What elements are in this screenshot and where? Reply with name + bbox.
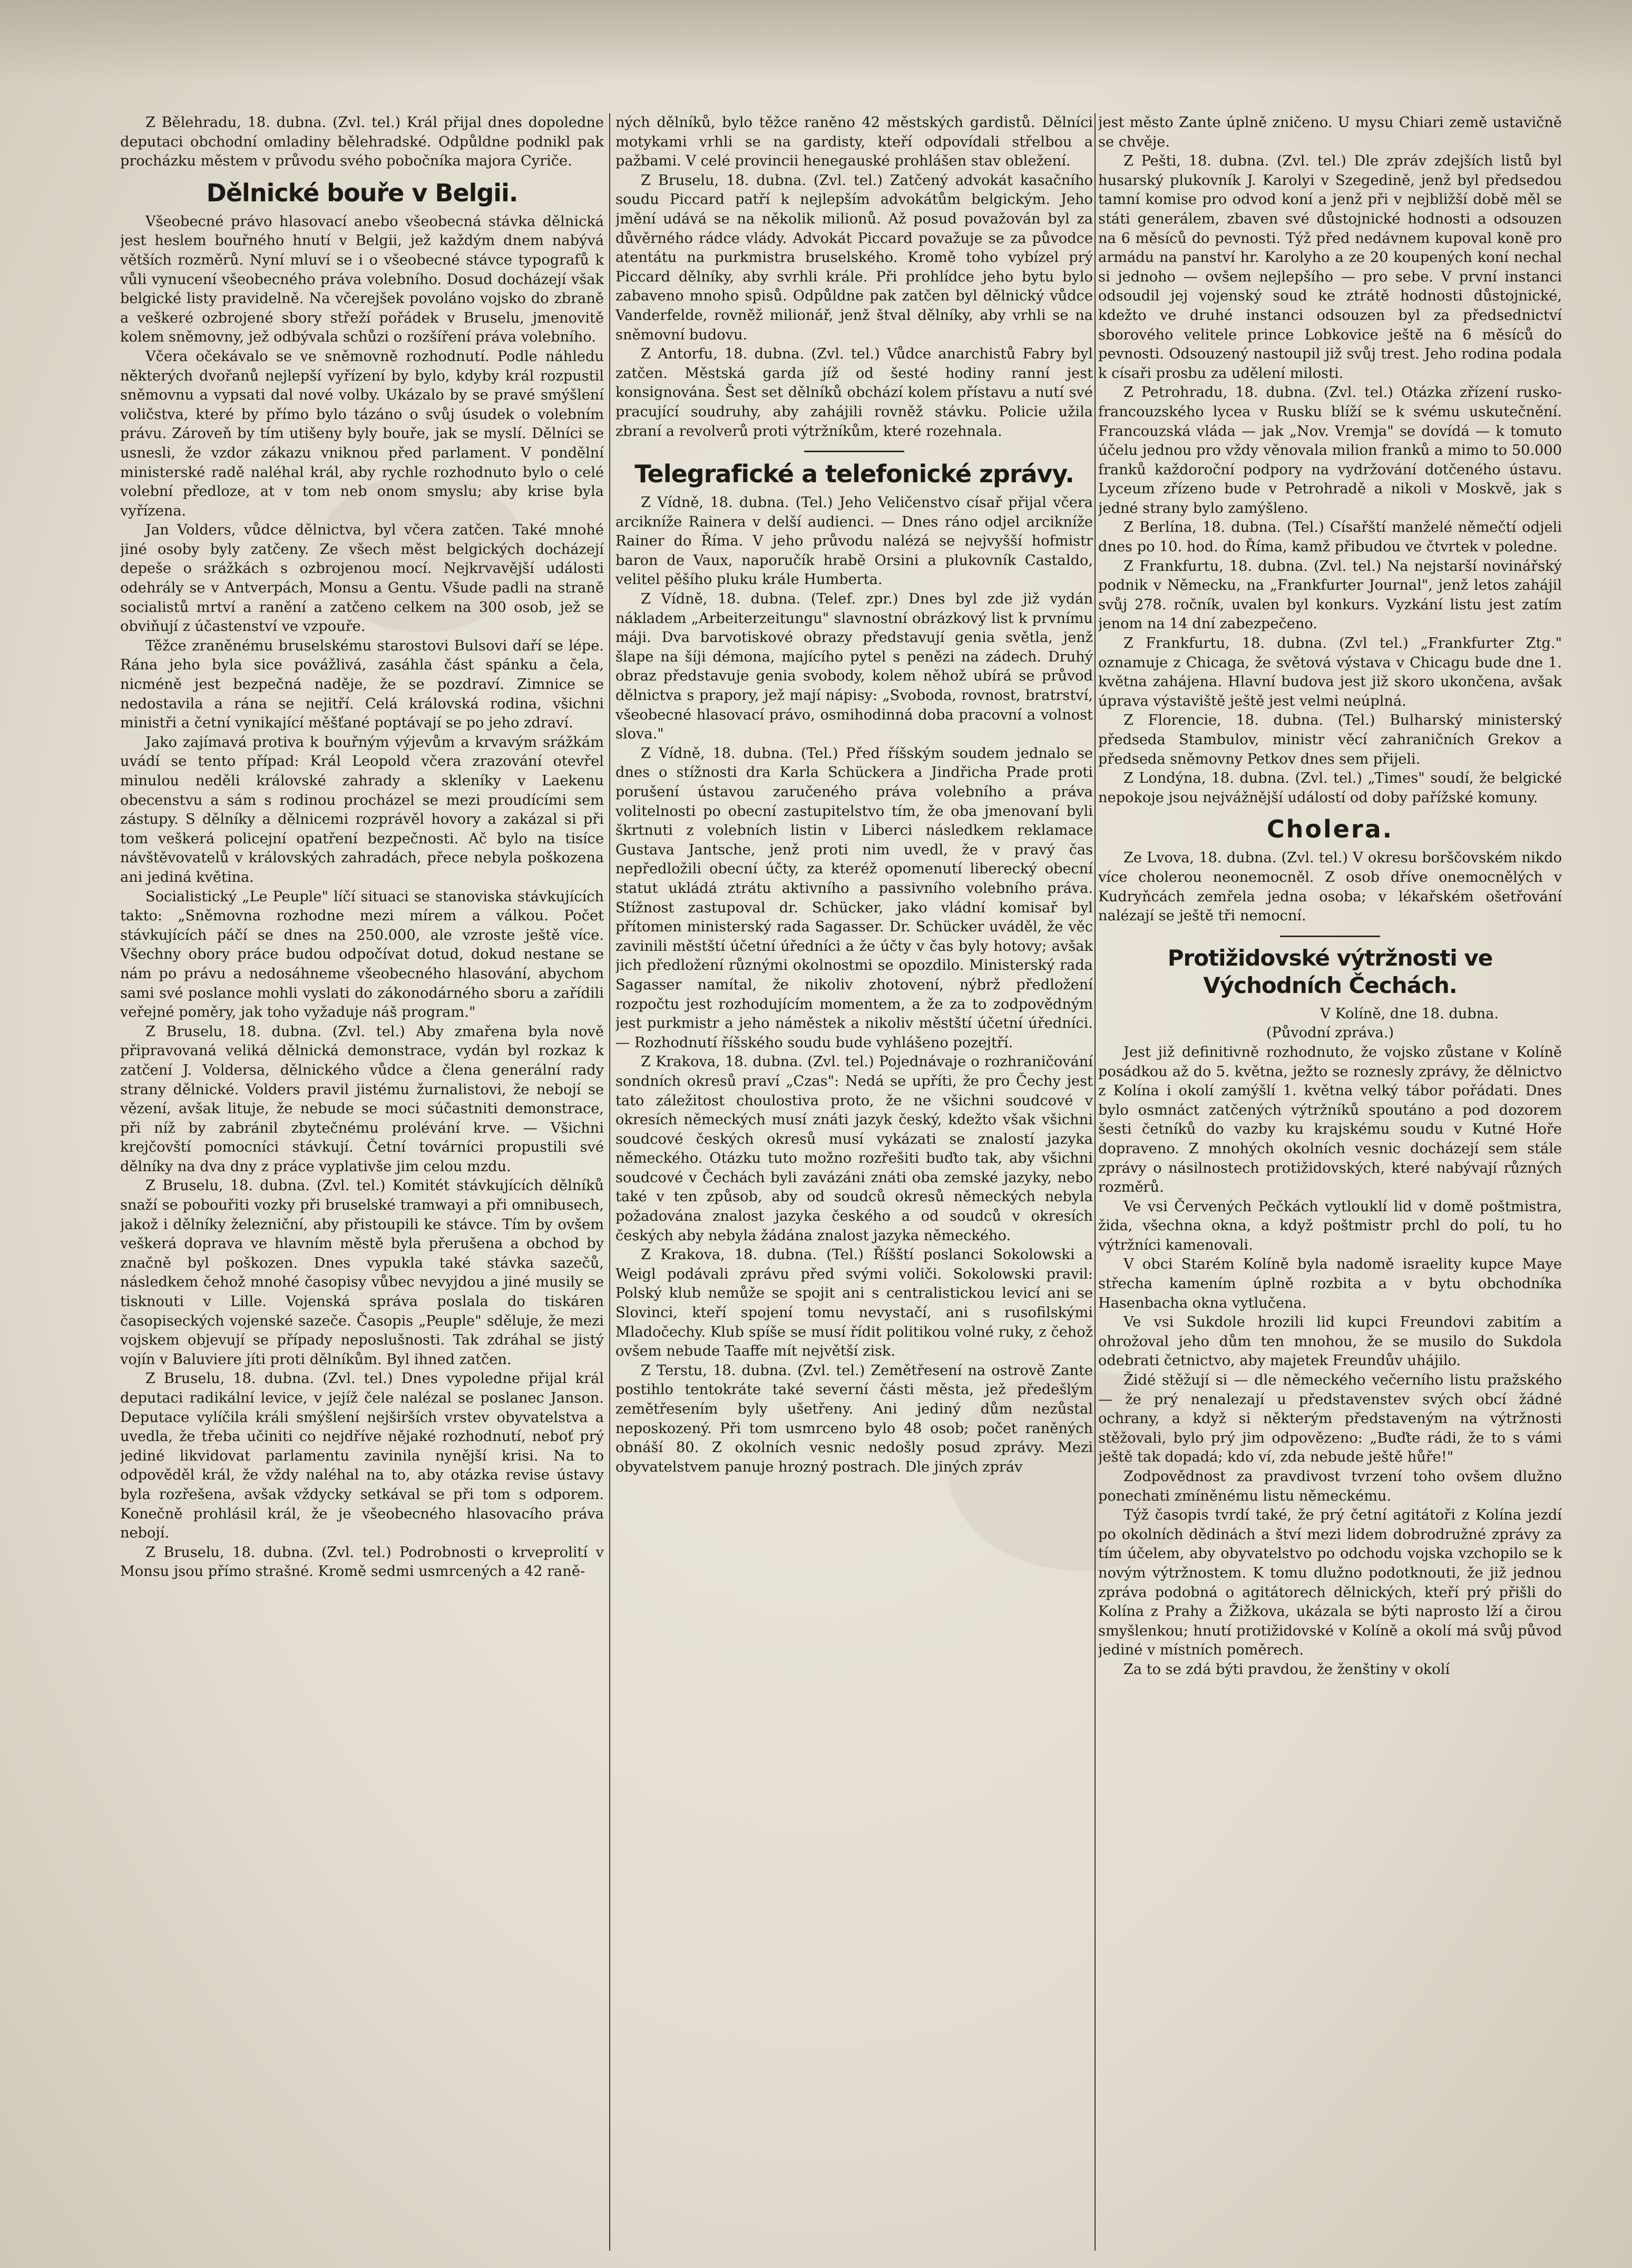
paragraph: Z Bruselu, 18. dubna. (Zvl. tel.) Komitét stávkujících dělníků snaží se pobouřiti vozky při bruselské tramwayi a při omnibusech, jakož i dělníky železniční, aby přistoupili ke stávce. Tím by ovšem veškerá doprava ve hlavním městě byla přerušena a obchod by značně byl poškozen. Dnes vypukla také stávka sazečů, následkem čehož mnohé časopisy vůbec nevyjdou a jiné musily se tisknouti v Lille. Vojenská správa poslala do tiskáren časopiseckých vojenské sazeče. Časopis „Peuple" sděluje, že mezi vojskem objevují se případy neposlušnosti. Tak zdráhal se jistý vojín v Baluviere jíti proti dělníkům. Byl ihned zatčen. bbox=[120, 1177, 604, 1368]
paragraph: Ve vsi Červených Pečkách vytlouklí lid v domě poštmistra, žida, všechna okna, a když poštmistr prchl do polí, tu ho výtržníci kamenovali. bbox=[1098, 1198, 1562, 1253]
column-rule bbox=[1094, 113, 1096, 2251]
paragraph: Těžce zraněnému bruselskému starostovi Bulsovi daří se lépe. Rána jeho byla sice povážlivá, zasáhla část spánku a čela, nicméně jest bezpečná naděje, že se pozdraví. Zimnice se nedostavila a rána se nejitří. Celá královská rodina, všichni ministři a četní vynikající měšťané poptávají se po jeho zdraví. bbox=[120, 637, 604, 732]
top-edge-shadow bbox=[0, 0, 1632, 84]
column-middle bbox=[615, 113, 1093, 2253]
paragraph: Z Vídně, 18. dubna. (Tel.) Před říšským soudem jednalo se dnes o stížnosti dra Karla Schückera a Jindřicha Prade proti porušení ústavou zaručeného práva volebního a práva volitelnosti po obecní zastupitelstvo tím, že oba jmenovaní byli škrtnuti z volebních listin v Liberci následkem reklamace Gustava Jantsche, jenž proti nim uvedl, že v pravý čas nepředložili obecní účty, za kteréž opomenutí liberecký obecní statut ukládá ztrátu aktivního a passivního volebního práva. Stížnost zastupoval dr. Schücker, jako vládní komisař byl přítomen ministerský rada Sagasser. Dr. Schücker uváděl, že věc zavinili městští účetní úředníci a že účty v čas byly hotovy; avšak jich předložení různými okolnostmi se opozdilo. Ministerský rada Sagasser namítal, že nikoliv zhotovení, nýbrž předložení rozpočtu jest rozhodujícím momentem, a že za to zodpovědným jest purkmistr a jeho náměstek a nikoliv městští účetní úředníci. — Rozhodnutí říšského soudu bude vyhlášeno pozejtří. bbox=[615, 745, 1093, 1051]
paragraph: Ze Lvova, 18. dubna. (Zvl. tel.) V okresu borščovském nikdo více cholerou neonemocněl. Z osob dříve onemocnělých v Kudryňcách zemřela jedna osoba; v lékařském ošetřování nalézají se ještě tři nemocní. bbox=[1098, 850, 1562, 924]
paragraph: Týž časopis tvrdí také, že prý četní agitátoři z Kolína jezdí po okolních dědinách a štví mezi lidem dobrodružné zprávy za tím účelem, aby obyvatelstvo po odchodu vojska vzchopilo se k novým výtržnostem. K tomu dlužno podotknouti, že již jednou zpráva podobná o agitátorech dělnických, kteří prý přišli do Kolína z Prahy a Žižkova, ukázala se býti naprosto lží a čirou smyšlenkou; hnutí protižidovské v Kolíně a okolí má svůj původ jediné v místních poměrech. bbox=[1098, 1507, 1562, 1659]
headline-telegraph: Telegrafické a telefonické zprávy. bbox=[634, 460, 1074, 489]
paragraph: ných dělníků, bylo těžce raněno 42 městských gardistů. Dělníci motykami vrhli se na gardisty, kteří odpovídali střelbou a pažbami. V celé provincii henegauské prohlášen stav obležení. bbox=[615, 114, 1093, 170]
paragraph: Z Vídně, 18. dubna. (Telef. zpr.) Dnes byl zde již vydán nákladem „Arbeiterzeitungu" slavnostní obrázkový list k prvnímu máji. Dva barvotiskové obrazy představují genia světla, jenž šlape na šíji démona, majícího pytel s penězi na zádech. Druhý obraz představuje genia svobody, kolem něhož ubírá se průvod dělnictva s prapory, jež mají nápisy: „Svoboda, rovnost, bratrství, všeobecné hlasovací právo, osmihodinná doba pracovní a volnost slova." bbox=[615, 591, 1093, 743]
paragraph: Jest již definitivně rozhodnuto, že vojsko zůstane v Kolíně posádkou až do 5. května, ježto se roznesly zprávy, že dělnictvo z Kolína i okolí zamýšlí 1. května velký tábor pořádati. Dnes bylo osmnáct zatčených výtržníků spoutáno a pod dozorem šesti četníků do vazby ku krajskému soudu v Kutné Hoře dopraveno. Z mnohých okolních vesnic docházejí sem stále zprávy o násilnostech protižidovských, které nabývají různých rozměrů. bbox=[1098, 1044, 1562, 1196]
paragraph: Z Krakova, 18. dubna. (Tel.) Říšští poslanci Sokolowski a Weigl podávali zprávu před svými voliči. Sokolowski pravil: Polský klub nemůže se spojit ani s centralistickou levicí ani se Slovinci, kteří spojení tomu nevystačí, ani s rusofilskými Mladočechy. Klub spíše se musí řídit politikou volné ruky, z čehož ovšem nebude Taaffe mít největší zisk. bbox=[615, 1247, 1093, 1360]
column-right bbox=[1098, 113, 1562, 2253]
paragraph: Z Florencie, 18. dubna. (Tel.) Bulharský ministerský předseda Stambulov, ministr věcí zahraničních Grekov a předseda sněmovny Petkov dnes sem přijeli. bbox=[1098, 712, 1562, 767]
paragraph: Z Bruselu, 18. dubna. (Zvl. tel.) Podrobnosti o krveprolití v Monsu jsou přímo strašné. Kromě sedmi usmrcených a 42 raně- bbox=[120, 1544, 604, 1580]
paragraph: Všeobecné právo hlasovací anebo všeobecná stávka dělnická jest heslem bouřného hnutí v Belgii, jež každým dnem nabývá větších rozměrů. Nyní mluví se i o všeobecné stávce typografů k vůli vynucení všeobecného práva volebního. Dosud docházejí však belgické listy pravidelně. Na včerejšek povoláno vojsko do zbraně a veškeré ozbrojené sbory střeží pořádek v Bruselu, jmenovitě kolem sněmovny, jež odbývala schůzi o rozšíření práva volebního. bbox=[120, 213, 604, 346]
paragraph: Z Vídně, 18. dubna. (Tel.) Jeho Veličenstvo císař přijal včera arcikníže Rainera v delší audienci. — Dnes ráno odjel arcikníže Rainer do Říma. V jeho průvodu nalézá se nejvyšší hofmistr baron de Vaux, naporučík hrabě Orsini a plukovník Castaldo, velitel pěšího pluku krále Humberta. bbox=[615, 494, 1093, 588]
paragraph: Z Pešti, 18. dubna. (Zvl. tel.) Dle zpráv zdejších listů byl husarský plukovník J. Karolyi v Szegedině, jenž byl předsedou tamní komise pro odvod koní a jenž při v nejbližší době měl se státi generálem, zbaven své důstojnické hodnosti a odsouzen na 6 měsíců do pevnosti. Týž před nedávnem kupoval koně pro armádu na panství hr. Karolyho a ze 20 koupených koní nechal si jednoho — ovšem nejlepšího — pro sebe. V první instanci odsoudil jej vojenský soud ke ztrátě hodnosti důstojnické, kdežto ve druhé instanci odsouzen byl za předsednictví sborového velitele prince Lobkovice ještě na 6 měsíců do pevnosti. Odsouzený nastoupil již svůj trest. Jeho rodina podala k císaři prosbu za udělení milosti. bbox=[1098, 153, 1562, 382]
paragraph: Z Bruselu, 18. dubna. (Zvl. tel.) Aby zmařena byla nově připravovaná veliká dělnická demonstrace, vydán byl rozkaz k zatčení J. Voldersa, dělnického vůdce a člena generální rady strany dělnické. Volders pravil jistému žurnalistovi, že nebojí se vězení, avšak lituje, že nebude se moci súčastniti demonstrace, při níž by zabránil zbytečnému prolévání krve. — Všichni krejčovští pomocníci stávkují. Četní továrníci propustili své dělníky na dva dny z práce vyplativše jim celou mzdu. bbox=[120, 1023, 604, 1175]
paragraph: Z Berlína, 18. dubna. (Tel.) Císařští manželé němečtí odjeli dnes po 10. hod. do Říma, kamž přibudou ve čtvrtek v poledne. bbox=[1098, 519, 1562, 556]
paragraph: Jako zajímavá protiva k bouřným výjevům a krvavým srážkám uvádí se tento případ: Král Leopold včera zrazování otevřel minulou neděli královské zahrady a skleníky v Laekenu obecenstvu a sám s rodinou procházel se mezi proudícími sem zástupy. S dělníky a dělnicemi rozprávěl hovory a zakázal si při tom veškerá policejní opatření bezpečnosti. Ač bylo na tisíce návštěvovatelů v královských zahradách, přece nebyla poškozena ani jediná květina. bbox=[120, 734, 604, 885]
column-rule bbox=[609, 113, 610, 2251]
paragraph: Z Terstu, 18. dubna. (Zvl. tel.) Zemětřesení na ostrově Zante postihlo tentokráte také severní části města, jež předešlým zemětřesením byly ušetřeny. Ani jediný dům nezůstal neposkozený. Při tom usmrceno bylo 48 osob; počet raněných obnáší 80. Z okolních vesnic nedošly posud zprávy. Mezi obyvatelstvem panuje hrozný postrach. Dle jiných zpráv bbox=[615, 1362, 1093, 1475]
paragraph: Z Petrohradu, 18. dubna. (Zvl. tel.) Otázka zřízení rusko-francouzského lycea v Rusku blíží se k svému uskutečnění. Francouzská vláda — jak „Nov. Vremja" se dovídá — k tomuto účelu jednou pro vždy věnovala milion franků a mimo to 50.000 franků každoroční podpory na vydržování dotčeného ústavu. Lyceum zřízeno bude v Petrohradě a nikoli v Moskvě, jak s jedné strany bylo zamýšleno. bbox=[1098, 384, 1562, 517]
section-separator bbox=[1280, 936, 1380, 937]
paragraph: Z Bruselu, 18. dubna. (Zvl. tel.) Zatčený advokát kasačního soudu Piccard patří k nejlepším advokátům belgickým. Jeho jmění udává se na několik milionů. Až posud považován byl za důvěrného rádce vlády. Advokát Piccard považuje se za původce atentátu na purkmistra bruselského. Kromě toho vybízel prý Piccard dělníky, aby svrhli krále. Při prohlídce jeho bytu bylo zabaveno mnoho spisů. Odpůldne pak zatčen byl dělnický vůdce Vanderfelde, rovněž milionář, jenž štval dělníky, aby vrhli se na sněmovní budovu. bbox=[615, 172, 1093, 343]
column-left bbox=[120, 113, 604, 2253]
dateline: V Kolíně, dne 18. dubna. bbox=[1320, 1005, 1499, 1022]
paragraph: Zodpovědnost za pravdivost tvrzení toho ovšem dlužno ponechati zmíněnému listu německému. bbox=[1098, 1468, 1562, 1504]
paragraph: Z Frankfurtu, 18. dubna. (Zvl. tel.) Na nejstarší novinářský podnik v Německu, na „Frankfurter Journal", jenž letos zahájil svůj 278. ročník, uvalen byl konkurs. Vyzkání listu jest zatím jenom na 14 dní zabezpečeno. bbox=[1098, 558, 1562, 632]
paragraph: jest město Zante úplně zničeno. U mysu Chiari země ustavičně se chvěje. bbox=[1098, 114, 1562, 150]
paragraph: Z Bruselu, 18. dubna. (Zvl. tel.) Dnes vypoledne přijal král deputaci radikální levice, v jejíž čele nalézal se poslanec Janson. Deputace vylíčila králi smýšlení nejširších vrstev obyvatelstva a uvedla, že třeba učiniti co nejdříve nějaké rozhodnutí, neboť prý jediné likvidovat parlamentu zavinila nynější krisi. Na to odpověděl král, že vždy naléhal na to, aby otázka revise ústavy byla rozřešena, avšak vždycky setkával se při tom s odporem. Konečně prohlásil král, že je všeobecného hlasovacího práva nebojí. bbox=[120, 1370, 604, 1542]
paragraph: Z Krakova, 18. dubna. (Zvl. tel.) Pojednávaje o rozhraničování sondních okresů praví „Czas": Nedá se upříti, že pro Čechy jest tato záležitost choulostiva proto, že ne všichni soudcové v okresích německých musí znáti jazyk český, kdežto však všichni soudcové českých okresů musí vykázati se znalostí jazyka německého. Otázku tuto možno rozřešiti buďto tak, aby všichni soudcové v Čechách byli zavázáni znáti oba zemské jazyky, nebo také v ten způsob, aby od soudců okresů německých nebyla požadována znalost jazyka českého a od soudců v okresích českých aby nebyla žádána znalost jazyka německého. bbox=[615, 1054, 1093, 1244]
headline-riots-east-bohemia: Protižidovské výtržnosti ve Východních Čechách. bbox=[1167, 945, 1493, 998]
headline-cholera: Cholera. bbox=[1266, 815, 1394, 844]
paragraph: Z Frankfurtu, 18. dubna. (Zvl tel.) „Frankfurter Ztg." oznamuje z Chicaga, že světová výstava v Chicagu bude dne 1. května zahájena. Hlavní budova jest již skoro ukončena, avšak úprava výstaviště ještě jest velmi neúplná. bbox=[1098, 635, 1562, 709]
paragraph: Socialistický „Le Peuple" líčí situaci se stanoviska stávkujících takto: „Sněmovna rozhodne mezi mírem a válkou. Počet stávkujících páčí se dnes na 250.000, ale vzroste ještě více. Všechny obory práce budou odpočívat dotud, dokud nestane se nám po právu a nedosáhneme všeobecného hlasování, abychom sami své poslance mohli vyslati do zákonodárného sboru a zařídili veřejné poměry, jak toho vyžaduje náš program." bbox=[120, 888, 604, 1021]
paragraph: V obci Starém Kolíně byla nadomě israelity kupce Maye střecha kamením úplně rozbita a v bytu obchodníka Hasenbacha okna vytlučena. bbox=[1098, 1256, 1562, 1311]
paragraph: Ve vsi Sukdole hrozili lid kupci Freundovi zabitím a ohrožoval jeho dům ten mnohou, že se musilo do Sukdola odebrati četnictvo, aby majetek Freundův uhájilo. bbox=[1098, 1314, 1562, 1369]
paragraph: Z Londýna, 18. dubna. (Zvl. tel.) „Times" soudí, že belgické nepokoje jsou nejvážnější událostí od doby pařížské komuny. bbox=[1098, 770, 1562, 806]
headline-belgium: Dělnické bouře v Belgii. bbox=[206, 178, 518, 207]
paragraph: Z Bělehradu, 18. dubna. (Zvl. tel.) Král přijal dnes dopoledne deputaci obchodní omladiny bělehradské. Odpůldne podnikl pak procházku městem v průvodu svého pobočníka majora Cyriče. bbox=[120, 114, 604, 170]
paragraph: Včera očekávalo se ve sněmovně rozhodnutí. Podle náhledu některých dvořanů nejlepší vyřízení by bylo, kdyby král rozpustil sněmovnu a vypsati dal nové volby. Ukázalo by se pravé smýšlení voličstva, které by přímo bylo tázáno o svůj úsudek o volebním právu. Zároveň by tím utišeny byly bouře, jak se myslí. Dělníci se usnesli, že vzdor zákazu vniknou před parlament. V pondělní ministerské radě naléhal král, aby rychle rozhodnuto bylo o celé volební předloze, at v tom neb onom smyslu; aby krise byla vyřízena. bbox=[120, 348, 604, 519]
source-note: (Původní zpráva.) bbox=[1266, 1025, 1394, 1041]
paragraph: Z Antorfu, 18. dubna. (Zvl. tel.) Vůdce anarchistů Fabry byl zatčen. Městská garda jíž od šesté hodiny ranní jest konsignována. Šest set dělníků obchází kolem přístavu a nutí své pracující soudruhy, aby zahájili rovněž stávku. Policie užila zbraní a revolverů proti výtržníkům, které rozehnala. bbox=[615, 346, 1093, 440]
paragraph: Za to se zdá býti pravdou, že ženštiny v okolí bbox=[1123, 1661, 1450, 1678]
paragraph: Jan Volders, vůdce dělnictva, byl včera zatčen. Také mnohé jiné osoby byly zatčeny. Ze všech měst belgických docházejí depeše o srážkách s ozbrojenou mocí. Nejkrvavější události odehrály se v Antverpách, Monsu a Gentu. Všude padli na straně socialistů mrtví a ranění a zatčeno celkem na 300 osob, jež se obviňují z účastenství ve vzpouře. bbox=[120, 522, 604, 635]
paragraph: Židé stěžují si — dle německého večerního listu pražského — že prý nenalezají u představenstev svých obcí žádné ochrany, a když si některým představeným na výtržnosti stěžovali, bylo prý jim odpovězeno: „Buďte rádi, že to s vámi ještě tak dopadá; kdo ví, zda nebude ještě hůře!" bbox=[1098, 1372, 1562, 1466]
section-separator bbox=[804, 451, 904, 452]
